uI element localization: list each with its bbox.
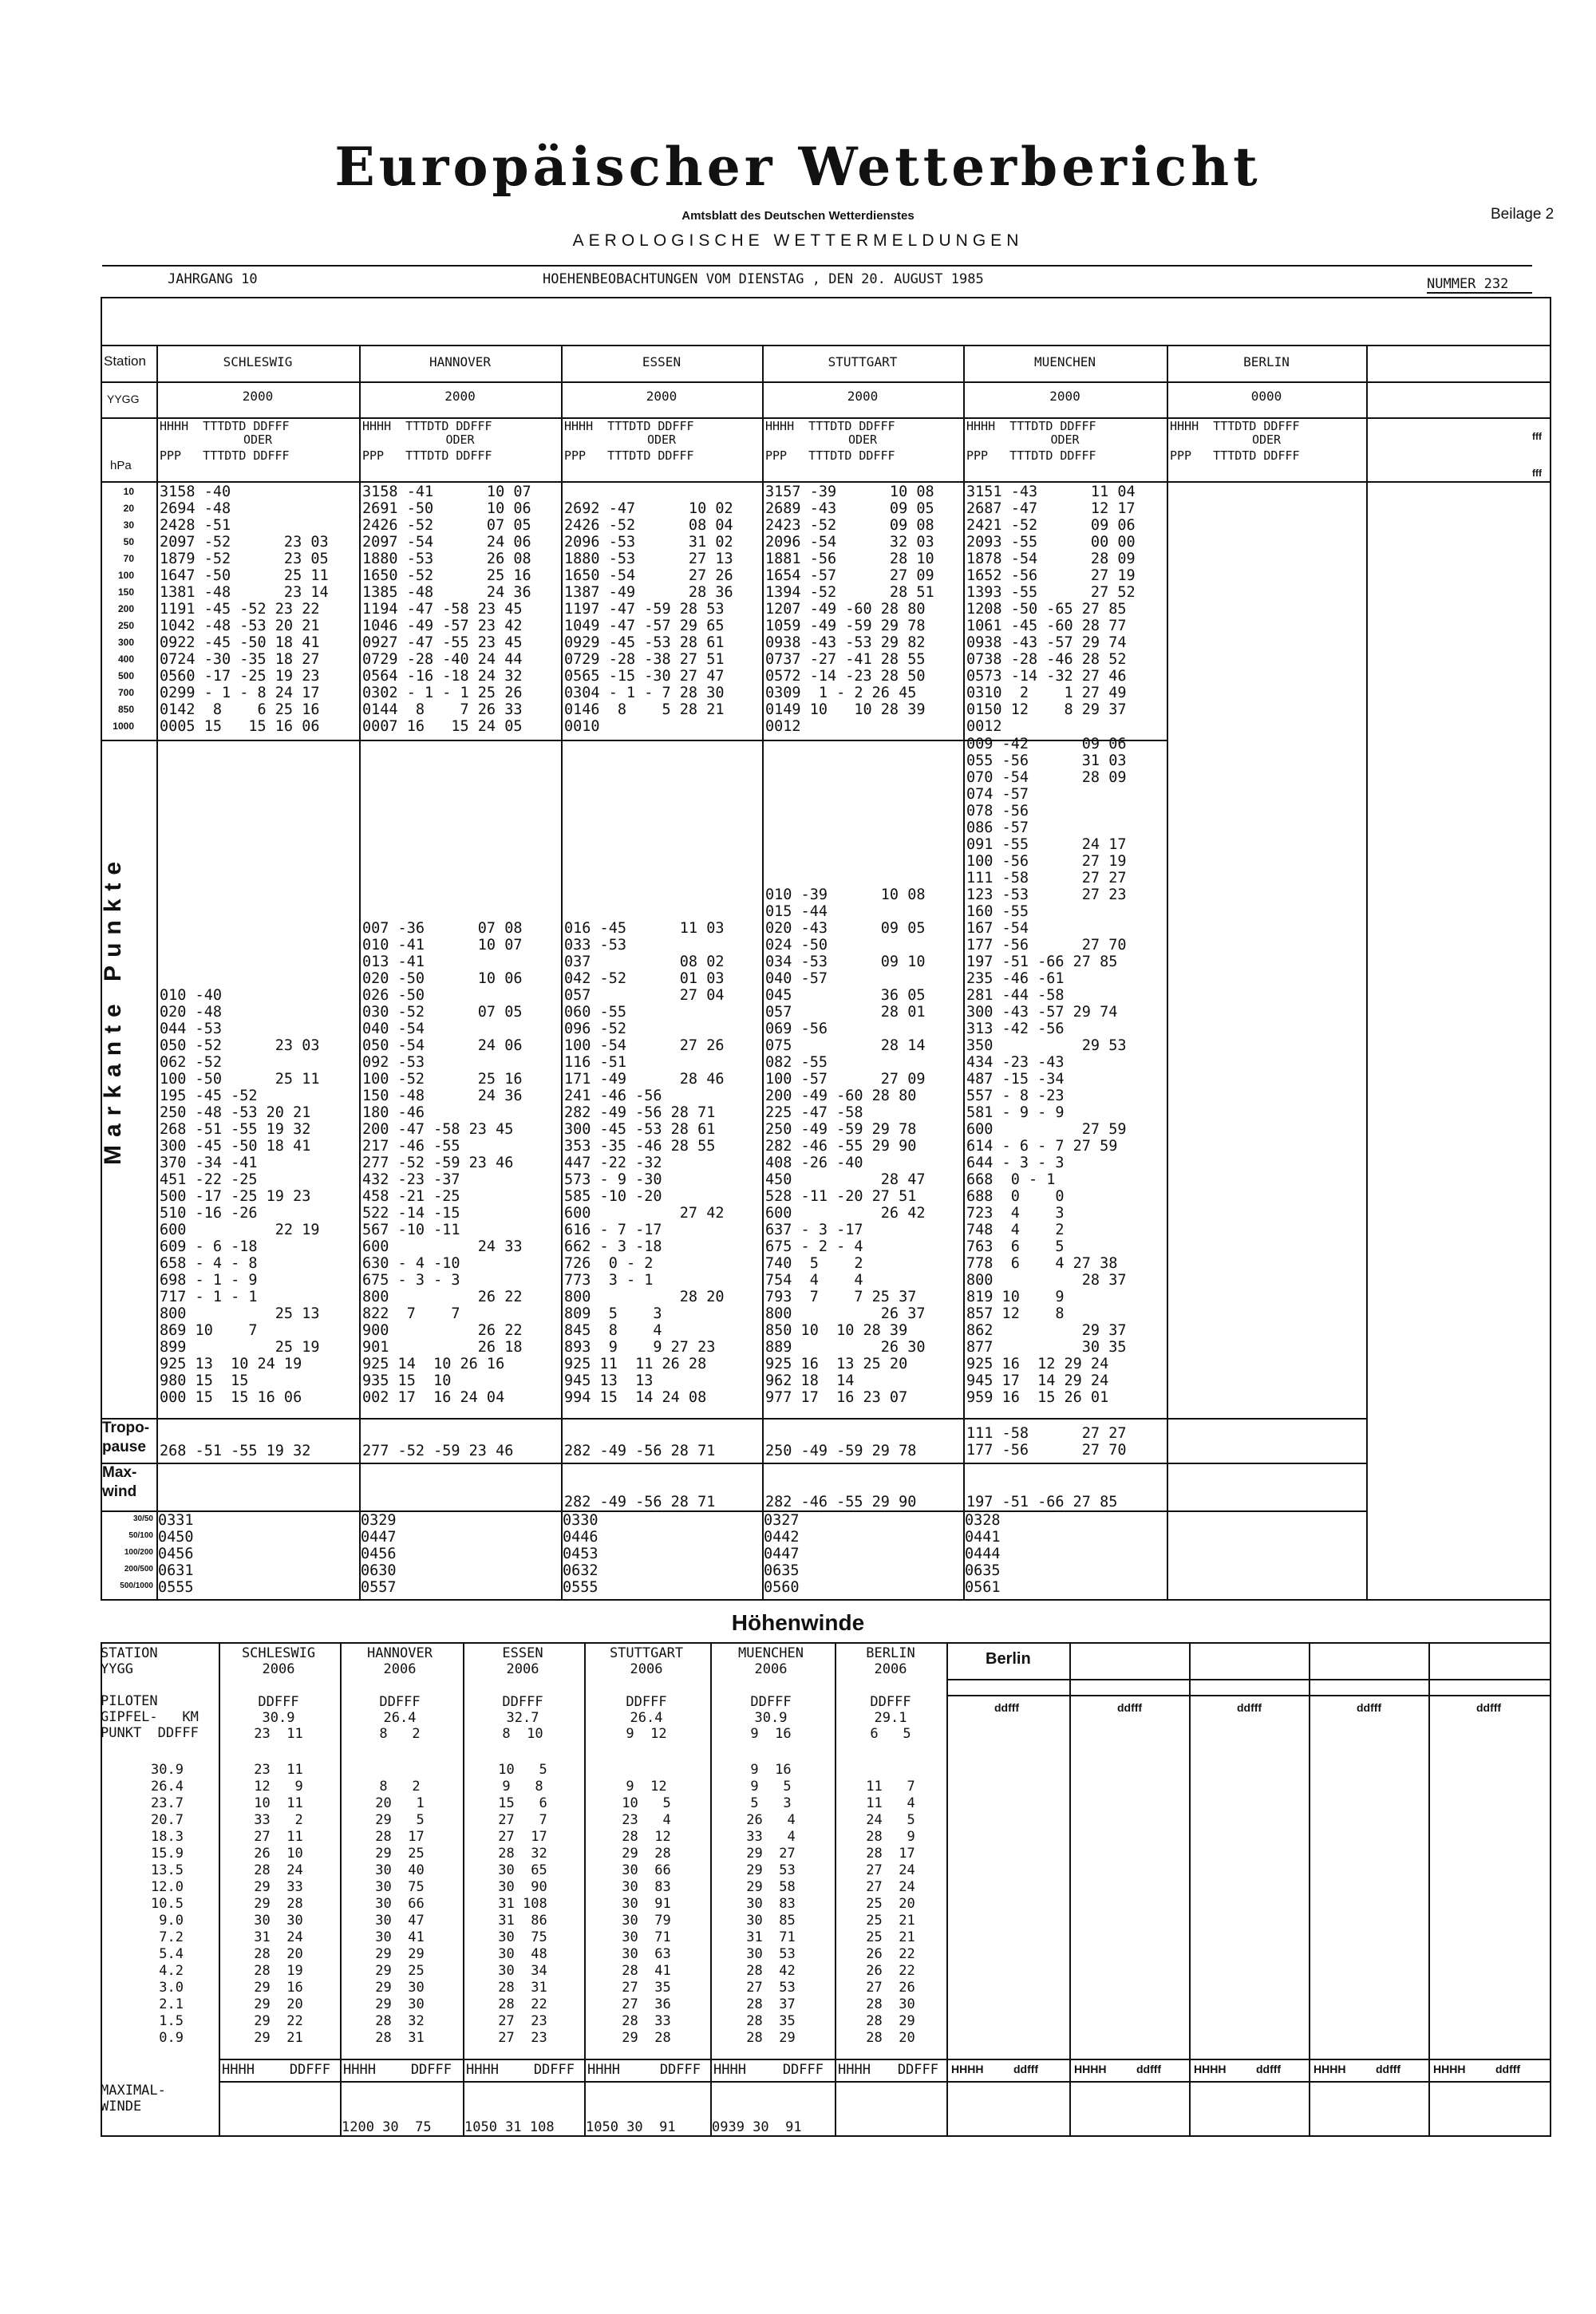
- yygg-label: YYGG: [107, 393, 140, 405]
- tropopause-value: 277 -52 -59 23 46: [362, 1443, 514, 1459]
- wind-station-yygg: 2006: [506, 1661, 539, 1677]
- gipfel-km: 32.7: [506, 1710, 539, 1726]
- station-label: Station: [104, 353, 146, 369]
- page-title: Europäischer Wetterbericht: [334, 136, 1262, 198]
- punkt-ddfff: 9 12: [626, 1726, 667, 1742]
- punkt-ddfff: 8 10: [502, 1726, 543, 1742]
- max-ddfff: DDFFF: [410, 2062, 452, 2078]
- gipfel-km: 26.4: [630, 1710, 663, 1726]
- page-subtitle: Amtsblatt des Deutschen Wetterdienstes: [681, 209, 915, 223]
- tropopause-value: 282 -49 -56 28 71: [564, 1443, 716, 1459]
- max-hhhh: HHHH: [222, 2062, 255, 2078]
- winds-label-column: STATION YYGG PILOTEN GIPFEL- KM PUNKT DDFFF: [101, 1645, 199, 1741]
- station-name: HANNOVER: [429, 354, 492, 369]
- significant-levels: 010 -40 020 -48 044 -53 050 -52 23 03 062 -52 100 -50 25 11 195 -45 -52 250 -48 -53 20 21 268 -51 -55 19 32 300 -45 -50 18 41 370 -34 -41 451 -22 -25 500 -17 -25 19 23 510 -16 -26 600 22 19 609 - 6 -18 658 - 4 - 8 698 - 1 - 9 717 - 1 - 1 800 25 13 869 10 7 899 25 19 925 13 10 24 19 980 15 15 000 15 15 16 06: [160, 987, 320, 1406]
- wind-values: 10 5 9 8 15 6 27 7 27 17 28 32 30 65 30 90 31 108 31 86 30 75 30 48 30 34 28 31 28 22 27 23 27 23: [498, 1762, 547, 2046]
- wind-station-name: MUENCHEN: [738, 1645, 804, 1661]
- maximal-winde-value: 1200 30 75: [342, 2119, 432, 2135]
- station-name: MUENCHEN: [1033, 354, 1096, 369]
- max-ddfff: DDFFF: [289, 2062, 330, 2078]
- wind-values: 8 2 20 1 29 5 28 17 29 25 30 40 30 75 30 66 30 47 30 41 29 29 29 25 29 30 29 30 28 32 28 31: [375, 1779, 425, 2046]
- format-header: HHHH TTTDTD DDFFF ODER PPP TTTDTD DDFFF: [966, 419, 1096, 463]
- station-yygg: 2000: [444, 389, 476, 404]
- thickness-values: 0328 0441 0444 0635 0561: [965, 1512, 1001, 1596]
- max-hhhh-label: HHHH: [1314, 2063, 1346, 2075]
- wind-station-yygg: 2006: [874, 1661, 907, 1677]
- maximal-winde-value: 1050 31 108: [464, 2119, 555, 2135]
- maximal-winde-value: 0939 30 91: [712, 2119, 802, 2135]
- significant-levels: 009 -42 09 06 055 -56 31 03 070 -54 28 09 074 -57 078 -56 086 -57 091 -55 24 17 100 -56 27 19 111 -58 27 27 123 -53 27 23 160 -55 167 -54 177 -56 27 70 197 -51 -66 27 85 235 -46 -61 281 -44 -58 300 -43 -57 29 74 313 -42 -56 350 29 53 434 -23 -43 487 -15 -34 557 - 8 -23 581 - 9 - 9 600 27 59 614 - 6 - 7 27 59 644 - 3 - 3 668 0 - 1 688 0 0 723 4 3 748 4 2 763 6 5 778 6 4 27 38 800 28 37 819 10 9 857 12 8 862 29 37 877 30 35 925 16 12 29 24 945 17 14 29 24 959 16 15 26 01: [966, 736, 1127, 1406]
- wind-station-yygg: 2006: [630, 1661, 663, 1677]
- significant-levels: 010 -39 10 08 015 -44 020 -43 09 05 024 -50 034 -53 09 10 040 -57 045 36 05 057 28 01 069 -56 075 28 14 082 -55 100 -57 27 09 200 -49 -60 28 80 225 -47 -58 250 -49 -59 29 78 282 -46 -55 29 90 408 -26 -40 450 28 47 528 -11 -20 27 51 600 26 42 637 - 3 -17 675 - 2 - 4 740 5 2 754 4 4 793 7 7 25 37 800 26 37 850 10 10 28 39 889 26 30 925 16 13 25 20 962 18 14 977 17 16 23 07: [765, 887, 926, 1406]
- wind-values: 9 16 9 5 5 3 26 4 33 4 29 27 29 53 29 58 30 83 30 85 31 71 30 53 28 42 27 53 28 37 28 35 28 29: [746, 1762, 796, 2046]
- piloten-ddfff: DDFFF: [870, 1694, 911, 1710]
- max-ddfff: DDFFF: [897, 2062, 938, 2078]
- max-hhhh: HHHH: [343, 2062, 376, 2078]
- thickness-values: 0331 0450 0456 0631 0555: [158, 1512, 194, 1596]
- max-ddfff-label: ddfff: [1376, 2063, 1401, 2075]
- max-hhhh-label: HHHH: [951, 2063, 984, 2075]
- tropopause-value: 268 -51 -55 19 32: [160, 1443, 311, 1459]
- wind-station-yygg: 2006: [754, 1661, 788, 1677]
- format-header: HHHH TTTDTD DDFFF ODER PPP TTTDTD DDFFF: [362, 419, 492, 463]
- markante-punkte-label: Markante Punkte: [100, 853, 126, 1165]
- punkt-ddfff: 8 2: [379, 1726, 421, 1742]
- fff-label-1: fff: [1532, 431, 1542, 442]
- ddfff-column-label: ddfff: [1357, 1701, 1382, 1714]
- ddfff-column-label: ddfff: [1476, 1701, 1502, 1714]
- standard-levels: 3157 -39 10 08 2689 -43 09 05 2423 -52 09 08 2096 -54 32 03 1881 -56 28 10 1654 -57 27 09 1394 -52 28 51 1207 -49 -60 28 80 1059 -49 -59 29 78 0938 -43 -53 29 82 0737 -27 -41 28 55 0572 -14 -23 28 50 0309 1 - 2 26 45 0149 10 10 28 39 0012: [765, 484, 934, 735]
- thickness-levels: 30/50 50/100 100/200 200/500 500/1000: [120, 1514, 153, 1590]
- max-ddfff-label: ddfff: [1495, 2063, 1521, 2075]
- wind-station-name: STUTTGART: [609, 1645, 684, 1661]
- wind-station-name: HANNOVER: [367, 1645, 433, 1661]
- section-title: AEROLOGISCHE WETTERMELDUNGEN: [572, 231, 1024, 250]
- gipfel-km: 29.1: [874, 1710, 907, 1726]
- max-hhhh-label: HHHH: [1433, 2063, 1466, 2075]
- pressure-levels: 10 20 30 50 70 100 150 200 250 300 400 500 700 850 1000: [113, 486, 134, 732]
- standard-levels: 2692 -47 10 02 2426 -52 08 04 2096 -53 31 02 1880 -53 27 13 1650 -54 27 26 1387 -49 28 36 1197 -47 -59 28 53 1049 -47 -57 29 65 0929 -45 -53 28 61 0729 -28 -38 27 51 0565 -15 -30 27 47 0304 - 1 - 7 28 30 0146 8 5 28 21 0010: [564, 500, 733, 735]
- station-name: SCHLESWIG: [223, 354, 293, 369]
- station-yygg: 0000: [1250, 389, 1282, 404]
- wind-values: 11 7 11 4 24 5 28 9 28 17 27 24 27 24 25 20 25 21 25 21 26 22 26 22 27 26 28 30 28 29 28 20: [866, 1779, 915, 2046]
- thickness-values: 0329 0447 0456 0630 0557: [361, 1512, 397, 1596]
- thickness-values: 0327 0442 0447 0635 0560: [764, 1512, 800, 1596]
- piloten-ddfff: DDFFF: [502, 1694, 543, 1710]
- piloten-ddfff: DDFFF: [626, 1694, 667, 1710]
- wind-station-yygg: 2006: [262, 1661, 295, 1677]
- station-name: STUTTGART: [828, 354, 898, 369]
- wind-values: 23 11 12 9 10 11 33 2 27 11 26 10 28 24 29 33 29 28 30 30 31 24 28 20 28 19 29 16 29 20 29 22 29 21: [254, 1762, 303, 2046]
- standard-levels: 3158 -40 2694 -48 2428 -51 2097 -52 23 03 1879 -52 23 05 1647 -50 25 11 1381 -48 23 14 1191 -45 -52 23 22 1042 -48 -53 20 21 0922 -45 -50 18 41 0724 -30 -35 18 27 0560 -17 -25 19 23 0299 - 1 - 8 24 17 0142 8 6 25 16 0005 15 15 16 06: [160, 484, 329, 735]
- max-hhhh: HHHH: [466, 2062, 499, 2078]
- station-yygg: 2000: [1049, 389, 1080, 404]
- max-hhhh-label: HHHH: [1194, 2063, 1227, 2075]
- winds-altitudes: 30.9 26.4 23.7 20.7 18.3 15.9 13.5 12.0 10.5 9.0 7.2 5.4 4.2 3.0 2.1 1.5 0.9: [151, 1762, 184, 2046]
- gipfel-km: 26.4: [383, 1710, 417, 1726]
- station-name: BERLIN: [1243, 354, 1290, 369]
- station-yygg: 2000: [847, 389, 879, 404]
- tropopause-value: 111 -58 27 27 177 -56 27 70: [966, 1425, 1127, 1459]
- maxwind-value: 282 -46 -55 29 90: [765, 1494, 917, 1510]
- tropopause-label: Tropo- pause: [102, 1420, 150, 1455]
- significant-levels: 007 -36 07 08 010 -41 10 07 013 -41 020 -50 10 06 026 -50 030 -52 07 05 040 -54 050 -54 24 06 092 -53 100 -52 25 16 150 -48 24 36 180 -46 200 -47 -58 23 45 217 -46 -55 277 -52 -59 23 46 432 -23 -37 458 -21 -25 522 -14 -15 567 -10 -11 600 24 33 630 - 4 -10 675 - 3 - 3 800 26 22 822 7 7 900 26 22 901 26 18 925 14 10 26 16 935 15 10 002 17 16 24 04: [362, 920, 523, 1406]
- punkt-ddfff: 6 5: [870, 1726, 911, 1742]
- max-hhhh-label: HHHH: [1074, 2063, 1107, 2075]
- format-header: HHHH TTTDTD DDFFF ODER PPP TTTDTD DDFFF: [160, 419, 290, 463]
- max-ddfff: DDFFF: [782, 2062, 824, 2078]
- ddfff-column-label: ddfff: [1117, 1701, 1143, 1714]
- thickness-values: 0330 0446 0453 0632 0555: [563, 1512, 598, 1596]
- hpa-label: hPa: [110, 459, 132, 472]
- wind-station-yygg: 2006: [383, 1661, 417, 1677]
- max-hhhh: HHHH: [838, 2062, 871, 2078]
- station-yygg: 2000: [242, 389, 274, 404]
- format-header: HHHH TTTDTD DDFFF ODER PPP TTTDTD DDFFF: [564, 419, 694, 463]
- gipfel-km: 30.9: [754, 1710, 788, 1726]
- observation-date: HOEHENBEOBACHTUNGEN VOM DIENSTAG , DEN 20. AUGUST 1985: [543, 271, 984, 287]
- standard-levels: 3158 -41 10 07 2691 -50 10 06 2426 -52 07 05 2097 -54 24 06 1880 -53 26 08 1650 -52 25 16 1385 -48 24 36 1194 -47 -58 23 45 1046 -49 -57 23 42 0927 -47 -55 23 45 0729 -28 -40 24 44 0564 -16 -18 24 32 0302 - 1 - 1 25 26 0144 8 7 26 33 0007 16 15 24 05: [362, 484, 531, 735]
- jahrgang-label: JAHRGANG 10: [168, 271, 258, 287]
- format-header: HHHH TTTDTD DDFFF ODER PPP TTTDTD DDFFF: [1170, 419, 1300, 463]
- wind-values: 9 12 10 5 23 4 28 12 29 28 30 66 30 83 30 91 30 79 30 71 30 63 28 41 27 35 27 36 28 33 29 28: [622, 1779, 671, 2046]
- maxwind-label: Max- wind: [102, 1464, 137, 1500]
- format-header: HHHH TTTDTD DDFFF ODER PPP TTTDTD DDFFF: [765, 419, 895, 463]
- gipfel-km: 30.9: [262, 1710, 295, 1726]
- punkt-ddfff: 9 16: [750, 1726, 792, 1742]
- significant-levels: 016 -45 11 03 033 -53 037 08 02 042 -52 01 03 057 27 04 060 -55 096 -52 100 -54 27 26 116 -51 171 -49 28 46 241 -46 -56 282 -49 -56 28 71 300 -45 -53 28 61 353 -35 -46 28 55 447 -22 -32 573 - 9 -30 585 -10 -20 600 27 42 616 - 7 -17 662 - 3 -18 726 0 - 2 773 3 - 1 800 28 20 809 5 3 845 8 4 893 9 9 27 23 925 11 11 26 28 945 13 13 994 15 14 24 08: [564, 920, 725, 1406]
- wind-station-name: BERLIN: [866, 1645, 915, 1661]
- tropopause-value: 250 -49 -59 29 78: [765, 1443, 917, 1459]
- wind-station-name: SCHLESWIG: [241, 1645, 316, 1661]
- maxwind-value: 197 -51 -66 27 85: [966, 1494, 1118, 1510]
- ddfff-column-label: ddfff: [1237, 1701, 1262, 1714]
- standard-levels: 3151 -43 11 04 2687 -47 12 17 2421 -52 09 06 2093 -55 00 00 1878 -54 28 09 1652 -56 27 19 1393 -55 27 52 1208 -50 -65 27 85 1061 -45 -60 28 77 0938 -43 -57 29 74 0738 -28 -46 28 52 0573 -14 -32 27 46 0310 2 1 27 49 0150 12 8 29 37 0012: [966, 484, 1136, 735]
- ddfff-column-label: ddfff: [994, 1701, 1020, 1714]
- piloten-ddfff: DDFFF: [379, 1694, 421, 1710]
- fff-label-2: fff: [1532, 468, 1542, 479]
- max-hhhh: HHHH: [587, 2062, 620, 2078]
- piloten-ddfff: DDFFF: [750, 1694, 792, 1710]
- maxwind-value: 282 -49 -56 28 71: [564, 1494, 716, 1510]
- maximal-winde-value: 1050 30 91: [586, 2119, 676, 2135]
- berlin-wind-header: Berlin: [986, 1650, 1031, 1668]
- max-ddfff-label: ddfff: [1136, 2063, 1162, 2075]
- max-ddfff-label: ddfff: [1013, 2063, 1039, 2075]
- punkt-ddfff: 23 11: [254, 1726, 303, 1742]
- station-yygg: 2000: [646, 389, 678, 404]
- piloten-ddfff: DDFFF: [258, 1694, 299, 1710]
- hoehenwinde-title: Höhenwinde: [731, 1610, 865, 1635]
- max-ddfff-label: ddfff: [1256, 2063, 1282, 2075]
- issue-number: NUMMER 232: [1427, 276, 1509, 292]
- max-ddfff: DDFFF: [533, 2062, 575, 2078]
- max-ddfff: DDFFF: [659, 2062, 701, 2078]
- beilage-label: Beilage 2: [1491, 206, 1555, 223]
- max-hhhh: HHHH: [713, 2062, 746, 2078]
- wind-station-name: ESSEN: [502, 1645, 543, 1661]
- maximal-winde-label: MAXIMAL- WINDE: [101, 2083, 166, 2115]
- station-name: ESSEN: [642, 354, 681, 369]
